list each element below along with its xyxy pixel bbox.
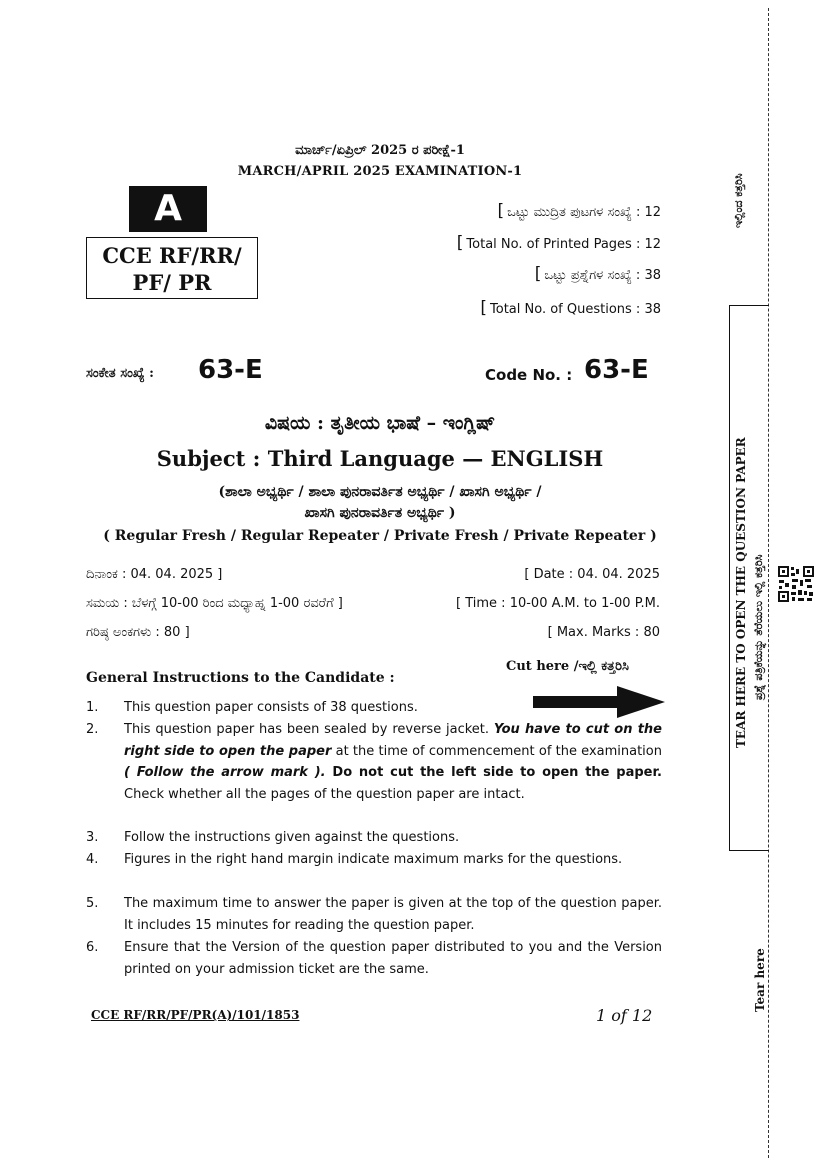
tear-open-instruction-kannada: ಪ್ರಶ್ನೆ ಪತ್ರಿಕೆಯನ್ನು ತೆರೆಯಲು ಇಲ್ಲಿ ಕತ್ತರಿಸಿ: [752, 554, 765, 700]
questions-count-kannada: [ ಒಟ್ಟು ಪ್ರಶ್ನೆಗಳ ಸಂಖ್ಯೆ : 38: [534, 264, 661, 284]
cce-category-box: [86, 237, 258, 299]
tear-open-instruction-english: TEAR HERE TO OPEN THE QUESTION PAPER: [734, 437, 748, 748]
code-label-english: Code No. :: [485, 366, 573, 384]
code-label-kannada: ಸಂಕೇತ ಸಂಖ್ಯೆ :: [86, 366, 154, 381]
instruction-number: 2.: [86, 722, 99, 737]
instruction-text: Ensure that the Version of the question paper distributed to you and the Version printed on your admission ticket are the same.: [124, 940, 662, 977]
cce-line-1: CCE RF/RR/: [102, 243, 242, 268]
marks-english: [ Max. Marks : 80: [547, 625, 660, 640]
candidate-category-kannada-1: (ಶಾಲಾ ಅಭ್ಯರ್ಥಿ / ಶಾಲಾ ಪುನರಾವರ್ತಿತ ಅಭ್ಯರ್ಥಿ / ಖಾಸಗಿ ಅಭ್ಯರ್ಥಿ /: [218, 484, 542, 500]
instructions-heading: General Instructions to the Candidate :: [86, 670, 395, 686]
footer-paper-code: CCE RF/RR/PF/PR(A)/101/1853: [91, 1008, 300, 1022]
instruction-number: 6.: [86, 940, 99, 955]
date-kannada: ದಿನಾಂಕ : 04. 04. 2025 ]: [86, 567, 223, 582]
cut-here-label: Cut here /ಇಲ್ಲಿ ಕತ್ತರಿಸಿ: [506, 659, 629, 674]
cce-line-2: PF/ PR: [132, 270, 212, 295]
time-kannada: ಸಮಯ : ಬೆಳಗ್ಗೆ 10-00 ರಿಂದ ಮಧ್ಯಾಹ್ನ 1-00 ರವರೆಗೆ ]: [86, 596, 343, 611]
questions-count-english: [ Total No. of Questions : 38: [480, 298, 661, 318]
tear-top-kannada: ಇಲ್ಲಿಂದ ಕತ್ತರಿಸಿ: [732, 173, 745, 228]
instruction-number: 3.: [86, 830, 99, 845]
exam-title-english: MARCH/APRIL 2025 EXAMINATION-1: [237, 164, 523, 179]
page-number: 1 of 12: [596, 1006, 653, 1025]
marks-kannada: ಗರಿಷ್ಠ ಅಂಕಗಳು : 80 ]: [86, 625, 190, 640]
time-english: [ Time : 10-00 A.M. to 1-00 P.M.: [456, 596, 660, 611]
candidate-category-kannada-2: ಖಾಸಗಿ ಪುನರಾವರ್ತಿತ ಅಭ್ಯರ್ಥಿ ): [304, 505, 456, 521]
date-english: [ Date : 04. 04. 2025: [524, 567, 660, 582]
printed-pages-english: [ Total No. of Printed Pages : 12: [456, 233, 661, 253]
subject-kannada: ವಿಷಯ : ತೃತೀಯ ಭಾಷೆ – ಇಂಗ್ಲಿಷ್: [264, 412, 496, 434]
instruction-number: 5.: [86, 896, 99, 911]
instruction-number: 1.: [86, 700, 99, 715]
instruction-number: 4.: [86, 852, 99, 867]
instruction-text: The maximum time to answer the paper is given at the top of the question paper. It includes 15 minutes for reading the question paper.: [124, 896, 662, 933]
tear-here-label: Tear here: [753, 948, 767, 1012]
version-badge: A: [129, 186, 207, 232]
instruction-text: This question paper has been sealed by reverse jacket. You have to cut on the right side to open the paper at the time of commencement of the examination ( Follow the arrow mark ). Do not cut the left side to open the paper. Check whether all the pages of the question paper are intact.: [124, 722, 662, 802]
qr-code-icon: [777, 565, 815, 603]
code-value-english: 63-E: [584, 355, 649, 385]
exam-title-kannada: ಮಾರ್ಚ್/ಏಪ್ರಿಲ್ 2025 ರ ಪರೀಕ್ಷೆ-1: [295, 143, 465, 158]
instruction-text: Follow the instructions given against the questions.: [124, 830, 460, 845]
code-value-kannada: 63-E: [198, 355, 263, 385]
printed-pages-kannada: [ ಒಟ್ಟು ಮುದ್ರಿತ ಪುಟಗಳ ಸಂಖ್ಯೆ : 12: [497, 201, 661, 221]
subject-english: Subject : Third Language — ENGLISH: [156, 446, 604, 471]
candidate-category-english: ( Regular Fresh / Regular Repeater / Private Fresh / Private Repeater ): [103, 528, 657, 544]
instruction-text: This question paper consists of 38 questions.: [124, 700, 418, 715]
instruction-text: Figures in the right hand margin indicate maximum marks for the questions.: [124, 852, 623, 867]
